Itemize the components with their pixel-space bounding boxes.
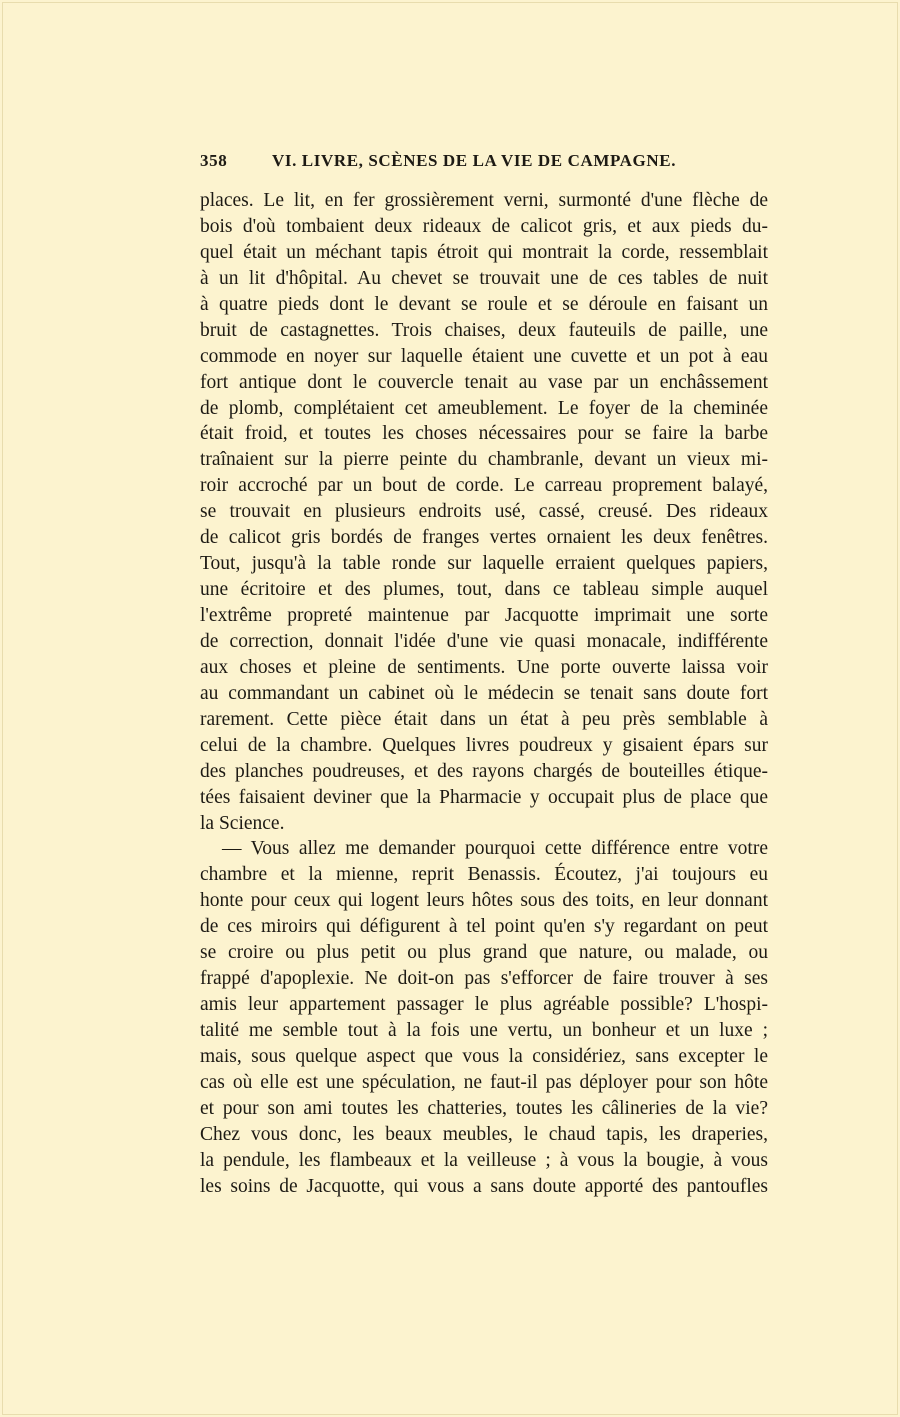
body-text — [200, 188, 768, 1200]
text-line: se croire ou plus petit ou plus grand que nature, ou malade, ou — [200, 942, 768, 964]
text-line: — Vous allez me demander pourquoi cette différence entre votre — [222, 838, 768, 860]
text-line: bruit de castagnettes. Trois chaises, deux fauteuils de paille, une — [200, 319, 768, 341]
text-line: cas où elle est une spéculation, ne faut-il pas déployer pour son hôte — [200, 1071, 768, 1093]
text-line: roir accroché par un bout de corde. Le carreau proprement balayé, — [200, 475, 768, 497]
text-line: à quatre pieds dont le devant se roule et se déroule en faisant un — [200, 293, 768, 315]
text-line: de calicot gris bordés de franges vertes ornaient les deux fenêtres. — [200, 527, 768, 549]
text-line: la Science. — [200, 812, 285, 834]
running-title: VI. LIVRE, SCÈNES DE LA VIE DE CAMPAGNE. — [272, 151, 677, 170]
text-line: amis leur appartement passager le plus agréable possible? L'hospi- — [200, 994, 768, 1016]
text-line: mais, sous quelque aspect que vous la considériez, sans excepter le — [200, 1045, 768, 1067]
text-line: une écritoire et des plumes, tout, dans ce tableau simple auquel — [200, 579, 768, 601]
text-line: traînaient sur la pierre peinte du chambranle, devant un vieux mi- — [200, 449, 768, 471]
text-line: talité me semble tout à la fois une vertu, un bonheur et un luxe ; — [200, 1020, 768, 1041]
running-header — [200, 151, 770, 177]
text-line: bois d'où tombaient deux rideaux de calicot gris, et aux pieds du- — [200, 215, 768, 237]
text-line: commode en noyer sur laquelle étaient une cuvette et un pot à eau — [200, 345, 768, 367]
text-line: quel était un méchant tapis étroit qui montrait la corde, ressemblait — [200, 241, 768, 263]
text-line: chambre et la mienne, reprit Benassis. Écoutez, j'ai toujours eu — [200, 864, 768, 886]
text-line: de ces miroirs qui défigurent à tel point qu'en s'y regardant on peut — [200, 916, 768, 938]
text-line: Tout, jusqu'à la table ronde sur laquelle erraient quelques papiers, — [200, 553, 768, 575]
text-line: au commandant un cabinet où le médecin se tenait sans doute fort — [200, 682, 768, 704]
text-line: l'extrême propreté maintenue par Jacquotte imprimait une sorte — [200, 605, 768, 626]
text-line: des planches poudreuses, et des rayons chargés de bouteilles étique- — [200, 760, 768, 782]
text-line: frappé d'apoplexie. Ne doit-on pas s'efforcer de faire trouver à ses — [200, 968, 768, 990]
text-line: les soins de Jacquotte, qui vous a sans doute apporté des pantoufles — [200, 1175, 768, 1197]
text-line: fort antique dont le couvercle tenait au vase par un enchâssement — [200, 371, 768, 393]
text-line: aux choses et pleine de sentiments. Une porte ouverte laissa voir — [200, 656, 768, 678]
text-line: places. Le lit, en fer grossièrement verni, surmonté d'une flèche de — [200, 190, 768, 211]
text-line: était froid, et toutes les choses nécessaires pour se faire la barbe — [200, 423, 768, 445]
text-line: rarement. Cette pièce était dans un état à peu près semblable à — [200, 708, 768, 730]
text-line: la pendule, les flambeaux et la veilleuse ; à vous la bougie, à vous — [200, 1149, 768, 1171]
text-line: honte pour ceux qui logent leurs hôtes sous des toits, en leur donnant — [200, 890, 768, 912]
text-line: et pour son ami toutes les chatteries, toutes les câlineries de la vie? — [200, 1097, 768, 1119]
text-line: tées faisaient deviner que la Pharmacie y occupait plus de place que — [200, 786, 768, 808]
text-line: Chez vous donc, les beaux meubles, le chaud tapis, les draperies, — [200, 1123, 768, 1145]
page-number: 358 — [200, 151, 228, 170]
text-line: se trouvait en plusieurs endroits usé, cassé, creusé. Des rideaux — [200, 501, 768, 523]
text-line: de correction, donnait l'idée d'une vie quasi monacale, indifférente — [200, 630, 768, 652]
text-line: celui de la chambre. Quelques livres poudreux y gisaient épars sur — [200, 734, 768, 756]
text-line: de plomb, complétaient cet ameublement. Le foyer de la cheminée — [200, 397, 768, 419]
text-line: à un lit d'hôpital. Au chevet se trouvait une de ces tables de nuit — [200, 267, 768, 289]
